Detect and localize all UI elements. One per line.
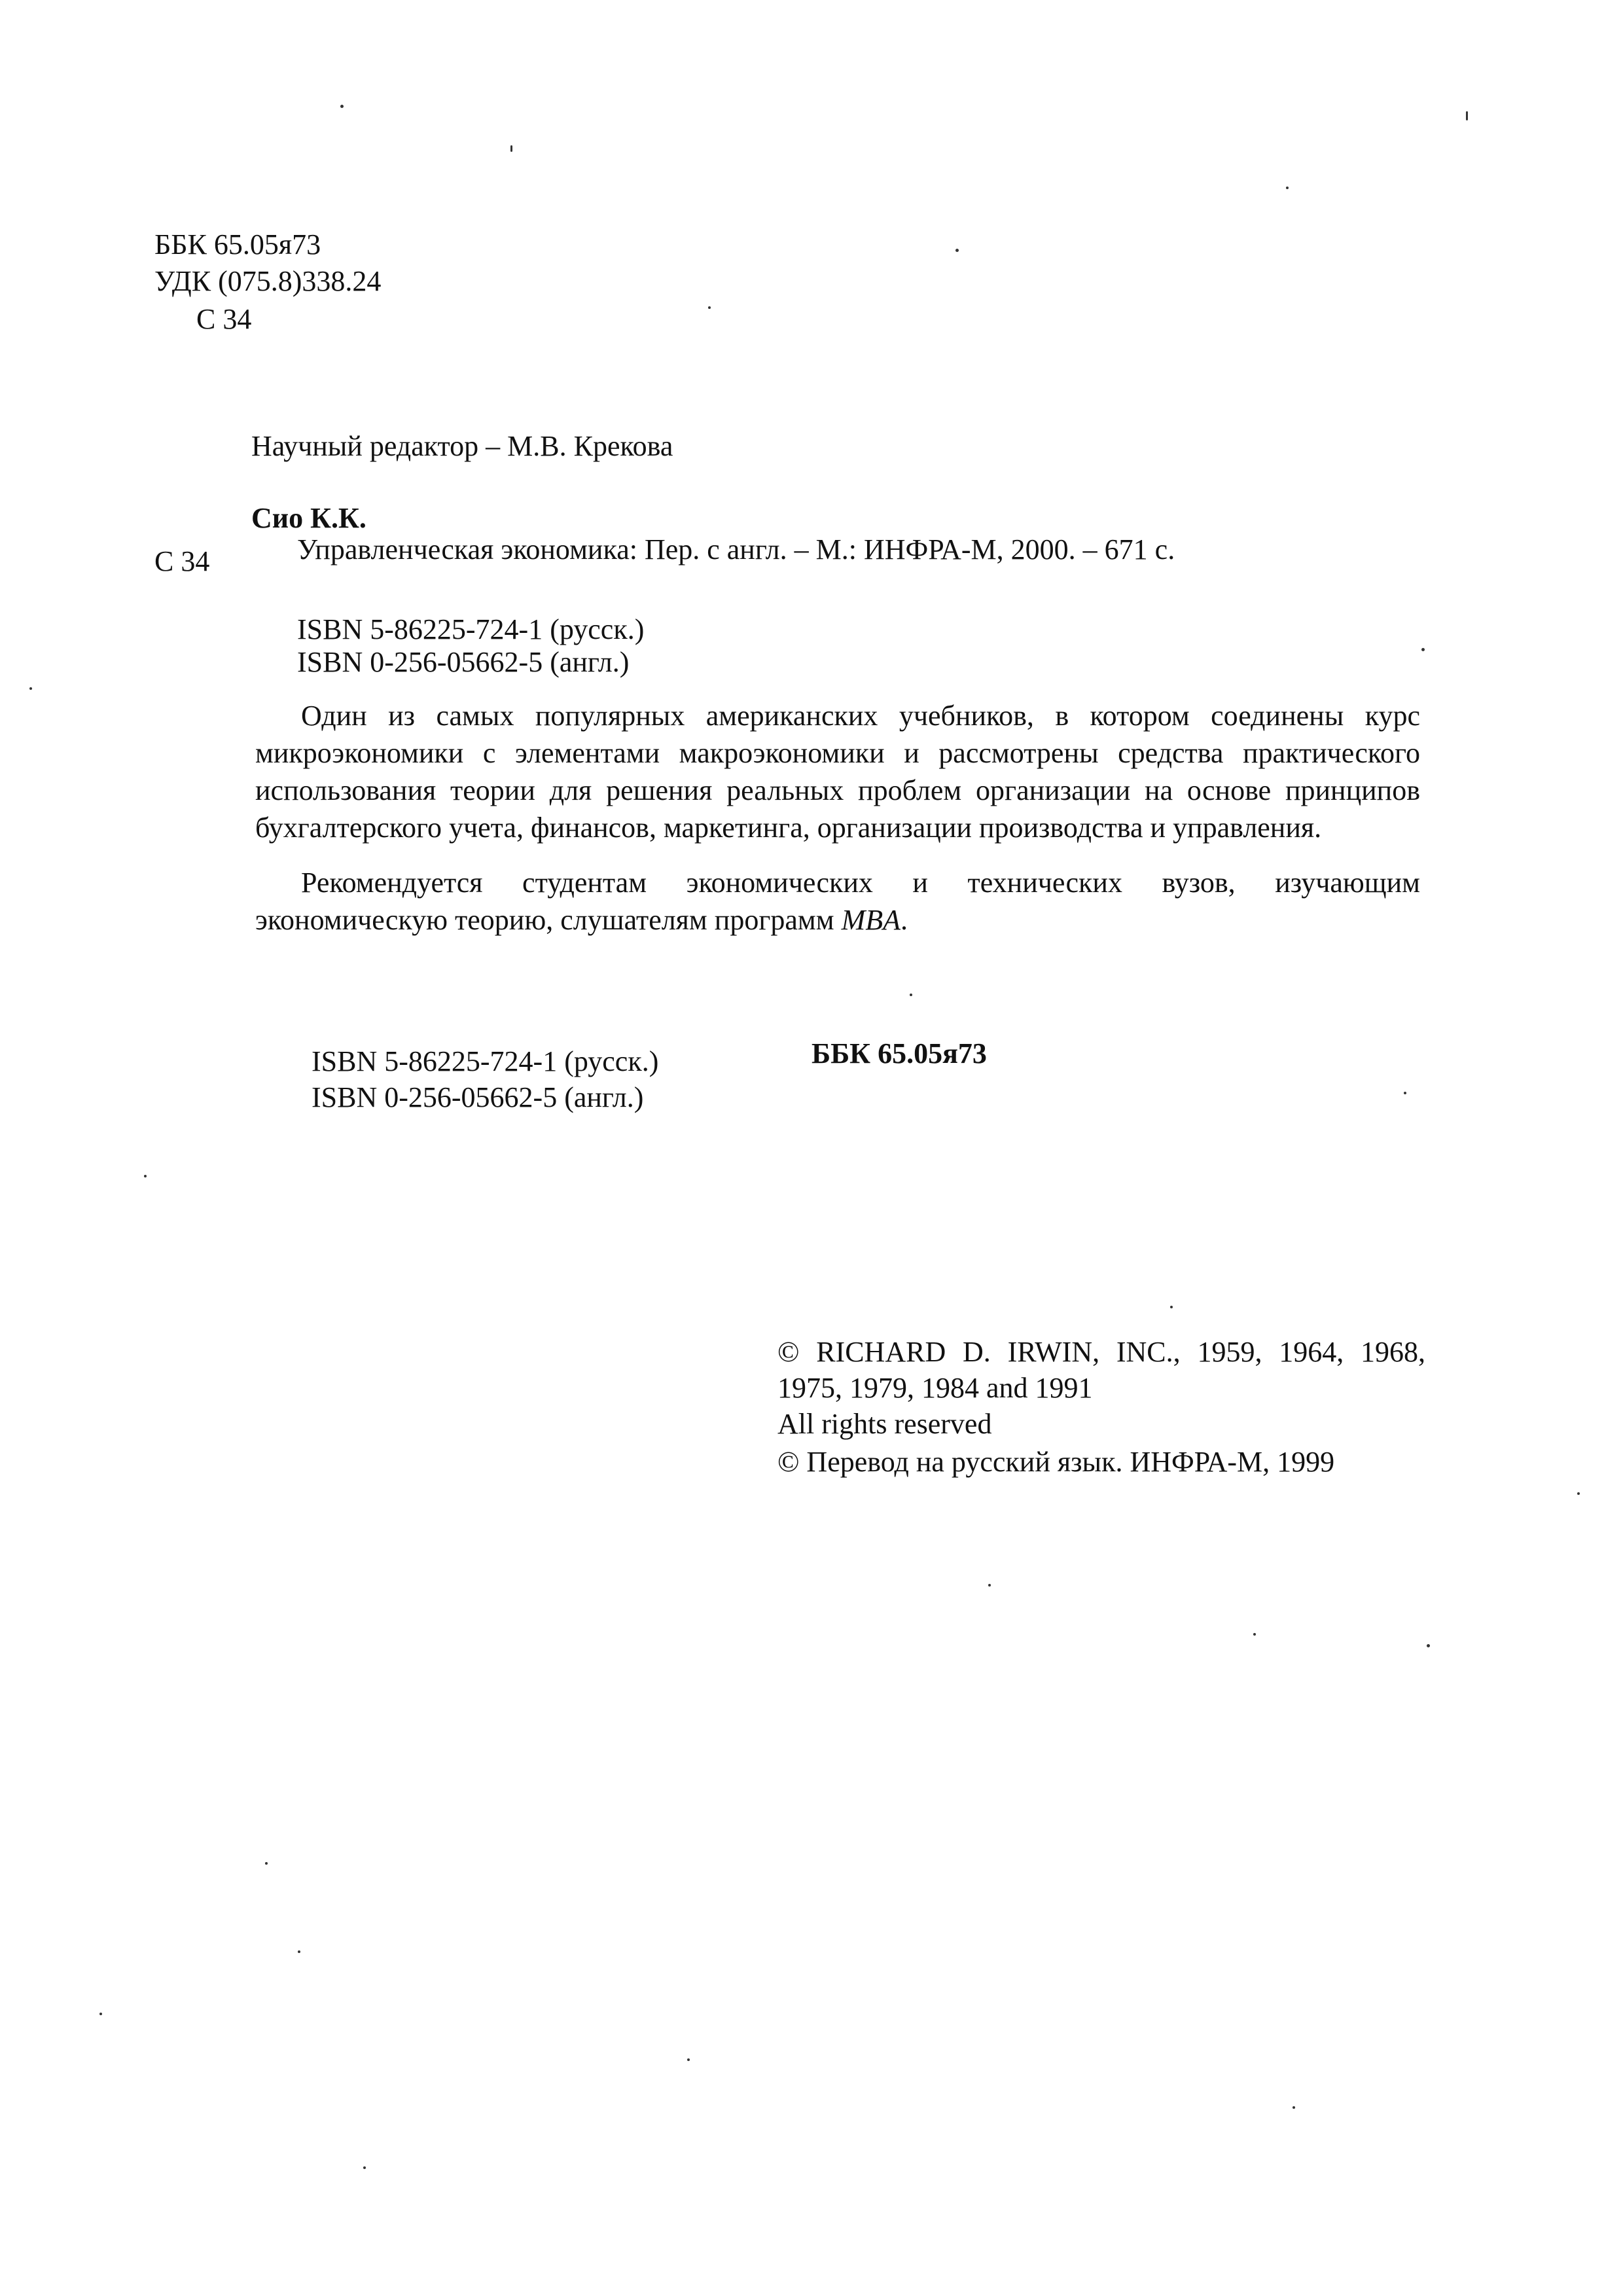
rights-reserved: All rights reserved <box>777 1408 992 1440</box>
cutter-number-side: С 34 <box>154 545 210 577</box>
scan-speck <box>340 105 344 108</box>
scan-speck <box>955 249 959 252</box>
scan-speck <box>988 1584 991 1587</box>
annotation-recommendation: Рекомендуется студентам экономических и технических вузов, изучающим экономическую теорию, слушателям программ <box>255 867 1420 936</box>
author-name: Сио К.К. <box>251 502 366 534</box>
scan-speck <box>1286 187 1289 189</box>
annotation-period: . <box>900 904 908 936</box>
scan-speck <box>1293 2106 1295 2109</box>
scan-speck <box>29 687 32 690</box>
scan-speck <box>1421 648 1425 651</box>
scan-speck <box>910 994 912 996</box>
scan-speck <box>363 2166 366 2169</box>
scan-speck <box>1577 1492 1580 1495</box>
mba-term: MBA <box>841 904 901 936</box>
scan-speck <box>687 2058 690 2061</box>
scan-speck <box>1253 1633 1256 1636</box>
footer-isbn-russian: ISBN 5-86225-724-1 (русск.) <box>312 1045 659 1077</box>
annotation-paragraph-1: Один из самых популярных американских учебников, в котором соединены курс микроэкономики с элементами макроэкономики и рассмотрены средства практического использования теории для решения реальных проблем организации на основе принципов бухгалтерского учета, финансов, маркетинга, организации производства и управления. <box>255 700 1420 844</box>
scan-speck <box>265 1862 268 1865</box>
title-publication-line: Управленческая экономика: Пер. с англ. – М.: ИНФРА-М, 2000. – 671 с. <box>297 533 1175 565</box>
isbn-russian: ISBN 5-86225-724-1 (русск.) <box>297 613 645 645</box>
copyright-irwin: © RICHARD D. IRWIN, INC., 1959, 1964, 1968, 1975, 1979, 1984 and 1991 <box>777 1336 1425 1404</box>
footer-bbk-code: ББК 65.05я73 <box>812 1037 987 1069</box>
scan-speck <box>1404 1092 1406 1094</box>
scientific-editor: Научный редактор – М.В. Крекова <box>251 430 673 462</box>
bbk-code: ББК 65.05я73 <box>154 228 321 260</box>
scan-speck <box>1170 1306 1173 1308</box>
scan-speck <box>1427 1644 1430 1647</box>
copyright-translation: © Перевод на русский язык. ИНФРА-М, 1999 <box>777 1446 1335 1478</box>
isbn-english: ISBN 0-256-05662-5 (англ.) <box>297 646 630 678</box>
annotation-paragraph-2 <box>255 864 1420 939</box>
scan-speck <box>99 2013 102 2015</box>
scan-speck <box>708 306 711 309</box>
scan-speck <box>1466 111 1468 120</box>
cutter-number-top: С 34 <box>196 303 252 335</box>
scan-speck <box>510 145 512 152</box>
scan-speck <box>298 1950 300 1953</box>
scan-speck <box>144 1175 147 1177</box>
footer-isbn-english: ISBN 0-256-05662-5 (англ.) <box>312 1081 644 1113</box>
udk-code: УДК (075.8)338.24 <box>154 265 382 297</box>
